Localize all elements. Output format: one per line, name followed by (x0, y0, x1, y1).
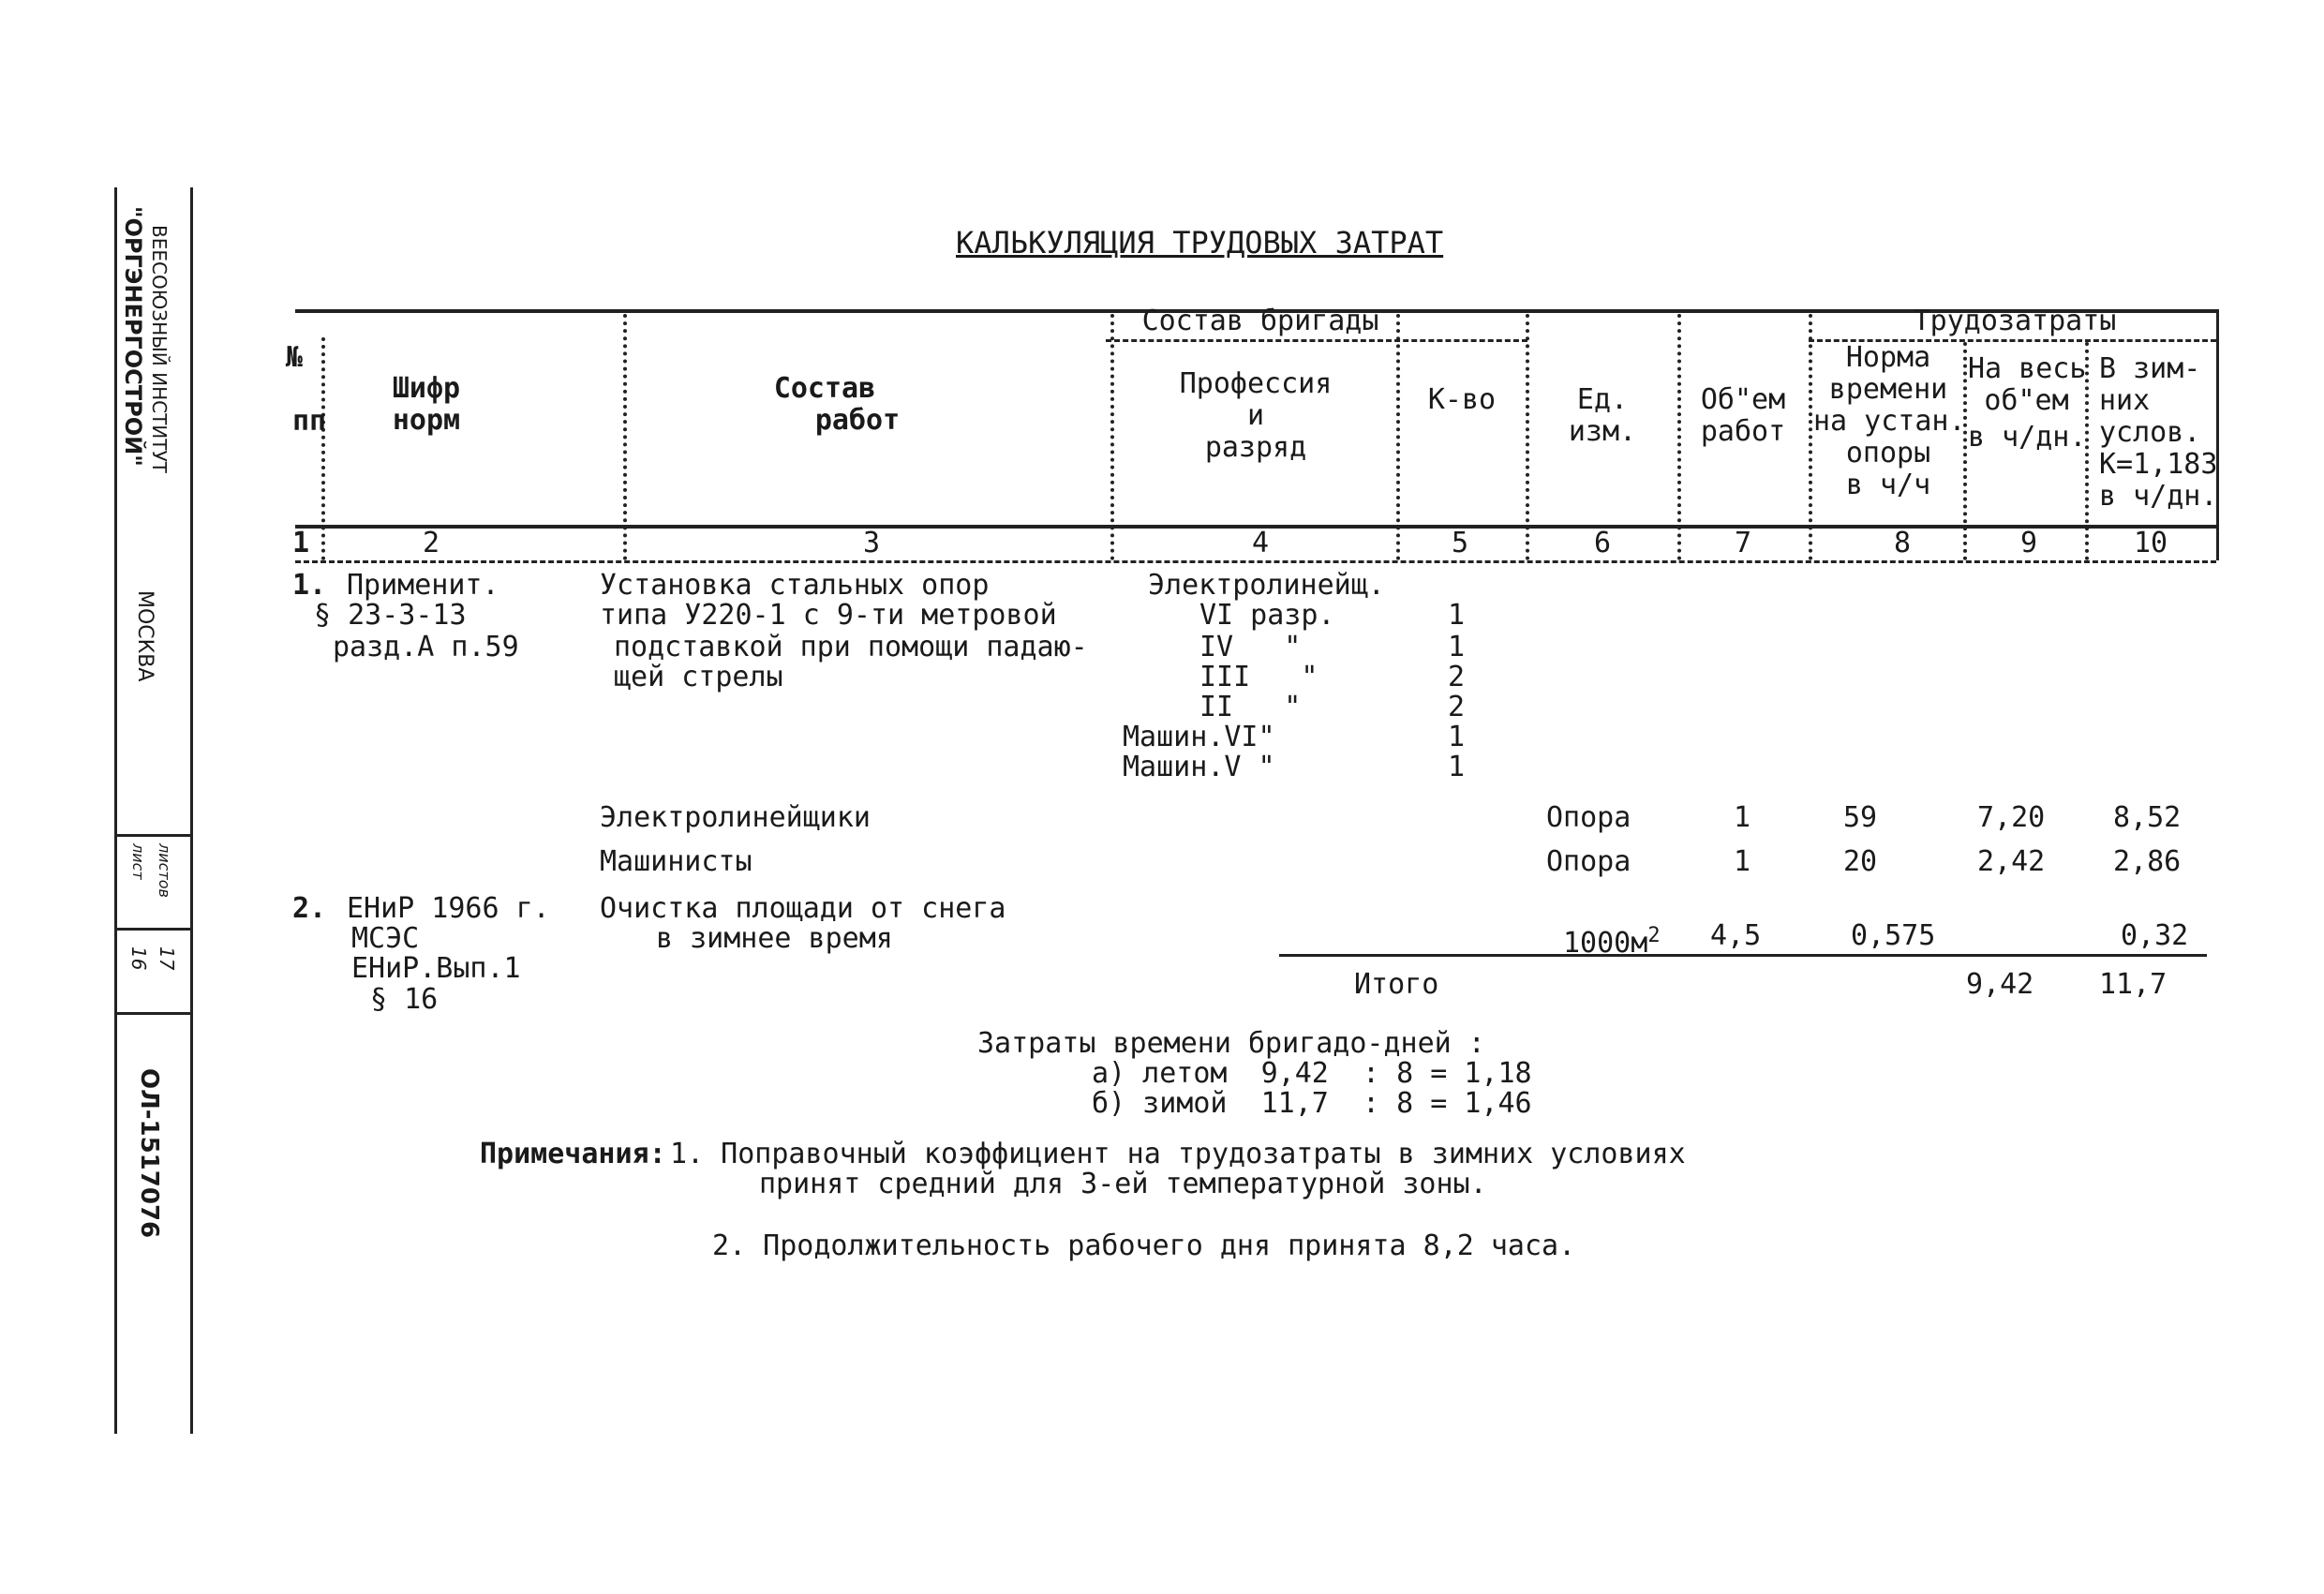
notes-label: Примечания: (480, 1138, 666, 1170)
row1-profession: Электролинейщ. (1148, 569, 1385, 602)
header-total-1: На весь (1968, 352, 2087, 385)
table-right-border (2216, 309, 2219, 560)
header-code-2: норм (392, 404, 461, 437)
header-work-1: Состав (773, 372, 876, 405)
row1-profession: Машин.VI" (1123, 721, 1275, 753)
header-total-3: в ч/дн. (1968, 421, 2087, 454)
row1-work-line: типа У220-1 с 9-ти метровой (600, 599, 1057, 632)
total-separator-line (1279, 954, 2207, 957)
header-winter-1: В зим- (2099, 352, 2201, 385)
row1-number: 1. (292, 569, 327, 602)
col-number: 7 (1734, 527, 1752, 559)
stamp-divider (114, 834, 193, 837)
row1-code-line: § 23-3-13 (314, 599, 467, 632)
row1-sub-volume: 1 (1734, 845, 1751, 878)
header-labor: Трудозатраты (1913, 305, 2117, 337)
row2-code-line: МСЭС (351, 922, 420, 955)
col-divider (1677, 314, 1681, 560)
col-number: 9 (2019, 527, 2038, 559)
col-number: 1 (292, 527, 310, 559)
row1-sub-norm: 59 (1843, 801, 1878, 834)
stamp-divider (114, 1012, 193, 1015)
header-profession-3: разряд (1204, 431, 1307, 464)
title-stamp (114, 187, 189, 1438)
col-divider (1110, 314, 1114, 560)
row1-sub-total: 2,42 (1977, 845, 2046, 878)
row2-winter: 0,32 (2121, 919, 2189, 952)
row2-norm: 0,575 (1851, 919, 1936, 952)
col-number: 5 (1451, 527, 1469, 559)
header-norm-3: на устан. (1813, 405, 1966, 438)
header-count: К-во (1427, 383, 1497, 416)
row1-work-line: Установка стальных опор (600, 569, 990, 602)
row2-code-line: ЕНиР 1966 г. (347, 892, 550, 925)
col-divider (1526, 314, 1529, 560)
col-number: 2 (422, 527, 440, 559)
note-1-line-1: 1. Поправочный коэффициент на трудозатраты в зимних условиях (670, 1138, 1686, 1170)
stamp-city: МОСКВА (133, 590, 156, 682)
note-2: 2. Продолжительность рабочего дня принята 8,2 часа. (712, 1229, 1576, 1262)
header-winter-2: них (2099, 384, 2151, 417)
stamp-organization: "ОРГЭНЕРГОСТРОЙ" (120, 206, 146, 467)
stamp-institute: ВЕЕСОЮЗНЫЙ ИНСТИТУТ (148, 225, 171, 473)
header-num-1: № (286, 341, 304, 374)
time-costs-summer: а) летом 9,42 : 8 = 1,18 (1092, 1057, 1532, 1090)
total-value: 9,42 (1966, 968, 2034, 1001)
row1-count: 1 (1448, 751, 1466, 783)
row2-unit-sup: 2 (1647, 924, 1661, 947)
total-winter-value: 11,7 (2099, 968, 2168, 1001)
row1-sub-norm: 20 (1843, 845, 1878, 878)
stamp-divider (114, 928, 193, 931)
stamp-doc-number: ОЛ-1517076 (135, 1068, 163, 1239)
row1-sub-unit: Опора (1546, 801, 1631, 834)
row1-work-line: щей стрелы (614, 661, 783, 693)
row1-count: 1 (1448, 631, 1466, 663)
row1-code-line: разд.А п.59 (333, 631, 519, 663)
header-winter-4: К=1,183 (2099, 448, 2218, 481)
header-work-2: работ (814, 404, 901, 437)
row1-count: 1 (1448, 599, 1466, 632)
page-title: КАЛЬКУЛЯЦИЯ ТРУДОВЫХ ЗАТРАТ (956, 225, 1444, 261)
row1-work-line: подставкой при помощи падаю- (614, 631, 1088, 663)
col-divider (1396, 314, 1400, 560)
row1-sub-label: Машинисты (600, 845, 752, 878)
col-number: 8 (1893, 527, 1912, 559)
header-brigade: Состав бригады (1141, 305, 1379, 337)
col-number: 4 (1251, 527, 1270, 559)
header-unit-1: Ед. (1576, 383, 1629, 416)
row1-profession: VI разр. (1199, 599, 1335, 632)
row2-number: 2. (292, 892, 327, 925)
header-norm-4: опоры (1845, 437, 1931, 469)
col-divider (623, 314, 627, 560)
header-norm-5: в ч/ч (1845, 469, 1931, 501)
row2-work-line: Очистка площади от снега (600, 892, 1006, 925)
row1-sub-winter: 8,52 (2113, 801, 2182, 834)
stamp-sheet-value: 16 (127, 946, 150, 971)
col-number: 3 (862, 527, 881, 559)
total-label: Итого (1354, 968, 1439, 1001)
stamp-sheets-value: 17 (156, 946, 178, 971)
header-unit-2: изм. (1568, 415, 1637, 448)
header-volume-2: работ (1700, 415, 1786, 448)
brigade-subheader-line (1106, 339, 1527, 342)
header-num-2: пп (292, 405, 327, 438)
col-number: 10 (2133, 527, 2168, 559)
col-divider (321, 337, 325, 560)
row1-sub-unit: Опора (1546, 845, 1631, 878)
col-divider (1963, 342, 1967, 560)
header-profession-2: и (1246, 399, 1265, 432)
header-volume-1: Об"ем (1700, 383, 1786, 416)
row1-profession: IV " (1199, 631, 1302, 663)
header-profession-1: Профессия (1179, 367, 1333, 400)
header-winter-3: услов. (2099, 416, 2201, 449)
row2-unit-text: 1000м (1563, 927, 1648, 960)
row2-work-line: в зимнее время (656, 922, 893, 955)
row1-sub-winter: 2,86 (2113, 845, 2182, 878)
col-divider (1809, 314, 1812, 560)
row2-code-line: § 16 (370, 983, 439, 1016)
header-total-2: об"ем (1984, 384, 2069, 417)
row1-sub-label: Электролинейщики (600, 801, 871, 834)
row1-profession: Машин.V " (1123, 751, 1275, 783)
header-winter-5: в ч/дн. (2099, 480, 2218, 513)
row1-sub-total: 7,20 (1977, 801, 2046, 834)
row1-count: 1 (1448, 721, 1466, 753)
header-norm-2: времени (1828, 373, 1948, 406)
time-costs-heading: Затраты времени бригадо-дней : (977, 1027, 1485, 1060)
stamp-sheet-label: лист (129, 843, 147, 880)
row1-count: 2 (1448, 661, 1466, 693)
note-1-line-2: принят средний для 3-ей температурной зоны. (759, 1168, 1487, 1200)
row2-code-line: ЕНиР.Вып.1 (351, 952, 521, 985)
row1-code-line: Применит. (347, 569, 499, 602)
stamp-sheets-label: листов (156, 843, 173, 898)
row2-volume: 4,5 (1710, 919, 1762, 952)
header-code-1: Шифр (392, 372, 461, 405)
header-norm-1: Норма (1845, 341, 1931, 374)
row1-count: 2 (1448, 691, 1466, 723)
col-numbers-bottom-border (295, 560, 2216, 563)
row1-profession: III " (1199, 661, 1318, 693)
row1-sub-volume: 1 (1734, 801, 1751, 834)
time-costs-winter: б) зимой 11,7 : 8 = 1,46 (1092, 1087, 1532, 1120)
col-number: 6 (1593, 527, 1612, 559)
row1-profession: II " (1199, 691, 1302, 723)
